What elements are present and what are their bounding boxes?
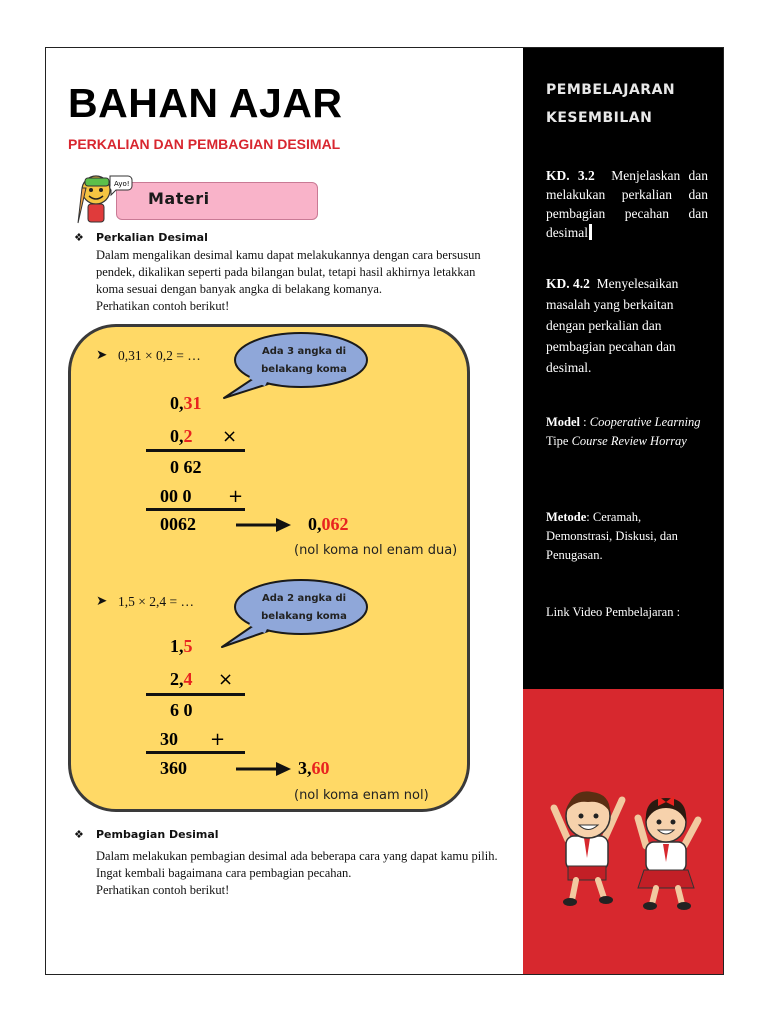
perkalian-heading: Perkalian Desimal: [96, 231, 208, 244]
example2-partial1: 6 0: [170, 700, 193, 720]
diamond-bullet-icon: ❖: [74, 829, 84, 841]
example1-plus-sign: +: [228, 486, 244, 507]
arrow-right-icon: ➤: [96, 593, 108, 608]
page: [45, 47, 724, 975]
example2-partial2: 30: [160, 729, 178, 749]
example2-row2: 2,4: [170, 669, 193, 689]
example2-reading: (nol koma enam nol): [294, 788, 429, 803]
sidebar-title: PEMBELAJARAN KESEMBILAN: [546, 82, 676, 126]
materi-banner: [116, 182, 318, 220]
pencil-mascot-icon: [76, 168, 136, 228]
example2-plus-sign: +: [210, 729, 226, 750]
sidebar-kd2: KD. 4.2 Menyelesaikan masalah yang berkaitan dengan perkalian dan pembagian pecahan dan desimal.: [546, 276, 679, 375]
example2-result: 3,60: [298, 758, 330, 778]
sidebar-metode: Metode: Ceramah, Demonstrasi, Diskusi, dan Penugasan.: [546, 510, 678, 562]
example1-result: 0,062: [308, 514, 349, 534]
example1-row2: 0,2: [170, 426, 193, 446]
sidebar-model: Model : Cooperative Learning Tipe Course Review Horray: [546, 415, 701, 448]
example1-partial1: 0 62: [170, 457, 202, 477]
pembagian-line1: Dalam melakukan pembagian desimal ada beberapa cara yang dapat kamu pilih.: [96, 849, 498, 863]
example1-times-sign: ×: [222, 426, 238, 447]
pembagian-line2: Ingat kembali bagaimana cara pembagian pecahan.: [96, 866, 352, 880]
arrow-right-icon: ➤: [96, 347, 108, 362]
pembagian-heading: Pembagian Desimal: [96, 828, 219, 841]
example2-line2: [146, 751, 245, 754]
example1-reading: (nol koma nol enam dua): [294, 543, 458, 558]
example1-partial2: 00 0: [160, 486, 192, 506]
example1-arrow-icon: [236, 517, 292, 533]
materi-label: Materi: [148, 189, 210, 208]
example1-problem: 0,31 × 0,2 = …: [118, 348, 201, 363]
example1-line2: [146, 508, 245, 511]
example2-bubble-text: Ada 2 angka di belakang koma: [261, 593, 347, 622]
example2-row1: 1,5: [170, 636, 193, 656]
perkalian-instruction: Perhatikan contoh berikut!: [96, 299, 230, 313]
example2-times-sign: ×: [218, 669, 234, 690]
example1-row1: 0,31: [170, 393, 202, 413]
sidebar-link-label: Link Video Pembelajaran :: [546, 605, 681, 619]
pembagian-line3: Perhatikan contoh berikut!: [96, 883, 230, 897]
example1-bubble-text: Ada 3 angka di belakang koma: [261, 346, 347, 375]
page-subtitle: PERKALIAN DAN PEMBAGIAN DESIMAL: [68, 136, 341, 152]
example2-problem: 1,5 × 2,4 = …: [118, 594, 194, 609]
example2-total: 360: [160, 758, 187, 778]
perkalian-paragraph: Dalam mengalikan desimal kamu dapat melakukannya dengan cara bersusun pendek, dikalikan seperti pada bilangan bulat, tetapi hasil akhirnya letakkan koma sesuai dengan banyak angka di belakang komanya.: [96, 248, 481, 296]
sidebar-kd1: KD. 3.2 Menjelaskan dan melakukan perkalian dan pembagian pecahan dan desimal: [546, 168, 709, 240]
diamond-bullet-icon: ❖: [74, 232, 84, 244]
example2-arrow-icon: [236, 761, 292, 777]
example1-line1: [146, 449, 245, 452]
example2-line1: [146, 693, 245, 696]
example1-total: 0062: [160, 514, 196, 534]
page-title: BAHAN AJAR: [68, 80, 343, 126]
mascot-speech: Ayo!: [114, 180, 130, 188]
children-illustration-icon: [546, 778, 706, 913]
